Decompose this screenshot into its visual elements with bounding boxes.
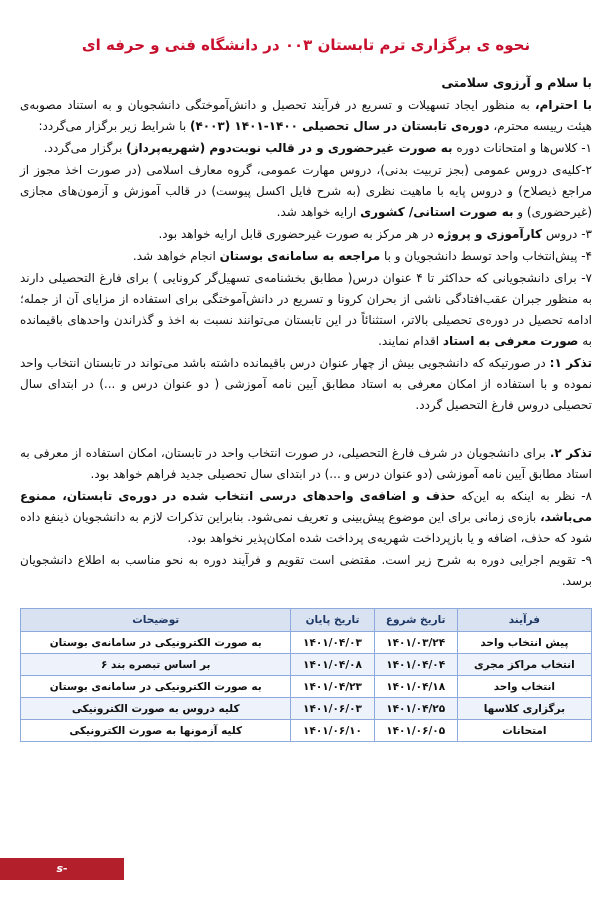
item-9: ۹- تقویم اجرایی دوره به شرح زیر است. مقتضی است تقویم و فرآیند دوره به نحو مناسب به اطلاع دانشجویان برسد. <box>20 553 592 588</box>
site-watermark: s-safadasht.tvu.ac.ir <box>0 858 124 880</box>
cell-start: ۱۴۰۱/۰۶/۰۵ <box>374 720 457 742</box>
item-1-bold: به صورت غیرحضوری و در قالب نوبت‌دوم (شهریه‌پرداز) <box>126 141 453 155</box>
item-3-text: ۳- دروس <box>542 227 592 241</box>
cell-process: انتخاب مراکز مجری <box>457 654 591 676</box>
header-end-date: تاریخ پایان <box>291 609 374 632</box>
cell-start: ۱۴۰۱/۰۴/۱۸ <box>374 676 457 698</box>
item-2 <box>20 160 592 223</box>
cell-end: ۱۴۰۱/۰۴/۲۳ <box>291 676 374 698</box>
cell-start: ۱۴۰۱/۰۴/۲۵ <box>374 698 457 720</box>
item-3-end: در هر مرکز به صورت غیرحضوری قابل ارایه خواهد بود. <box>158 227 438 241</box>
item-7-text: ۷- برای دانشجویانی که حداکثر تا ۴ عنوان درس( مطابق بخشنامه‌ی تسهیل‌گر کرونایی ) برای فارغ التحصیلی دارند به منظور جبران عقب‌افتادگی ناشی از بحران کرونا و تسریع در دانش‌آموختگی برای استفاده از مزایای آن از جمله؛ ادامه تحصیل در دوره‌ی تحصیلی بالاتر، استثنائاً در این تابستان می‌توانند نسبت به اخذ و گذراندن واحدهای باقیمانده به <box>20 271 592 348</box>
note-1-label: تذکر ۱: <box>549 356 593 370</box>
document-title: نحوه ی برگزاری ترم تابستان ۰۰۳ در دانشگاه فنی و حرفه ای <box>81 36 531 54</box>
item-8 <box>20 486 592 549</box>
item-4-text: ۴- پیش‌انتخاب واحد توسط دانشجویان و با <box>380 249 592 263</box>
cell-description: کلیه دروس به صورت الکترونیکی <box>21 698 291 720</box>
cell-start: ۱۴۰۱/۰۴/۰۴ <box>374 654 457 676</box>
cell-process: برگزاری کلاسها <box>457 698 591 720</box>
intro-text-2: با شرایط زیر برگزار می‌گردد: <box>38 119 190 133</box>
item-4-bold: مراجعه به سامانه‌ی بوستان <box>219 249 381 263</box>
header-start-date: تاریخ شروع <box>374 609 457 632</box>
item-4 <box>20 246 592 267</box>
cell-process: پیش انتخاب واحد <box>457 632 591 654</box>
note-2-text: برای دانشجویان در شرف فارغ التحصیلی، در صورت انتخاب واحد در تابستان، امکان استفاده از معرفی به استاد مطابق آیین نامه آموزشی (دو عنوان درس و ...) در ابتدای سال تحصیلی جدید فراهم خواهد بود. <box>20 446 592 481</box>
item-1 <box>20 138 592 159</box>
note-1-text: در صورتیکه که دانشجویی بیش از چهار عنوان درس باقیمانده داشته باشد می‌تواند در تابستان انتخاب واحد نموده و با استفاده از امکان معرفی به استاد مطابق آیین نامه آموزشی ( دو عنوان درس و ...) در ابتدای سال تحصیلی دروس فارغ التحصیل گردد. <box>20 356 592 412</box>
note-1 <box>20 353 592 416</box>
cell-description: به صورت الکترونیکی در سامانه‌ی بوستان <box>21 632 291 654</box>
item-7-bold: صورت معرفی به استاد <box>442 334 579 348</box>
item-2-end: ارایه خواهد شد. <box>276 205 361 219</box>
item-7-end: اقدام نمایند. <box>378 334 443 348</box>
table-header-row <box>21 609 592 632</box>
intro-paragraph <box>20 95 592 137</box>
table-row <box>21 720 592 742</box>
item-8-bold: حذف و اضافه‌ی واحدهای درسی انتخاب شده در دوره‌ی تابستان، ممنوع می‌باشد، <box>20 489 592 524</box>
item-2-bold: به صورت استانی/ کشوری <box>360 205 514 219</box>
table-row <box>21 698 592 720</box>
intro-bold: دوره‌ی تابستان در سال تحصیلی ۱۴۰۰-۱۴۰۱ (۴۰۰۳) <box>189 119 490 133</box>
cell-process: انتخاب واحد <box>457 676 591 698</box>
cell-description: به صورت الکترونیکی در سامانه‌ی بوستان <box>21 676 291 698</box>
cell-description: کلیه آزمونها به صورت الکترونیکی <box>21 720 291 742</box>
item-4-end: انجام خواهد شد. <box>132 249 220 263</box>
table-row <box>21 676 592 698</box>
cell-process: امتحانات <box>457 720 591 742</box>
intro-lead: با احترام، <box>534 98 593 112</box>
cell-end: ۱۴۰۱/۰۴/۰۳ <box>291 632 374 654</box>
item-1-end: برگزار می‌گردد. <box>43 141 127 155</box>
item-3 <box>20 224 592 245</box>
item-2-text: ۲-کلیه‌ی دروس عمومی (بجز تربیت بدنی)، دروس مهارت عمومی، گروه معارف اسلامی (در صورت اخذ مجوز از مراجع ذیصلاح) و دروس پایه با ماهیت نظری (به شرح فایل اکسل پیوست) در قالب آموزش و آزمون‌های مجازی (غیرحضوری) و <box>20 163 592 219</box>
item-8-end: بازه‌ی زمانی برای این موضوع پیش‌بینی و تعریف نمی‌شود. بنابراین تذکرات لازم به دانشجویان ذینفع داده شود که حذف، اضافه و یا بازپرداخت شهریه‌ی پرداخت شده امکان‌پذیر نخواهد بود. <box>20 510 592 545</box>
item-7 <box>20 268 592 352</box>
table-row <box>21 632 592 654</box>
item-1-text: ۱- کلاس‌ها و امتحانات دوره <box>452 141 592 155</box>
note-2 <box>20 443 592 485</box>
header-description: توضیحات <box>21 609 291 632</box>
greeting: با سلام و آرزوی سلامتی <box>441 75 592 90</box>
schedule-table <box>20 608 592 742</box>
cell-start: ۱۴۰۱/۰۳/۲۴ <box>374 632 457 654</box>
cell-end: ۱۴۰۱/۰۴/۰۸ <box>291 654 374 676</box>
cell-end: ۱۴۰۱/۰۶/۱۰ <box>291 720 374 742</box>
cell-description: بر اساس تبصره بند ۶ <box>21 654 291 676</box>
note-2-label: تذکر ۲. <box>549 446 592 460</box>
item-3-bold: کارآموزی و پروژه <box>437 227 542 241</box>
header-process: فرآیند <box>457 609 591 632</box>
intro-text-1: به منظور ایجاد تسهیلات و تسریع در فرآیند تحصیل و دانش‌آموختگی دانشجویان و به استناد مصوبه‌ی هیئت رییسه محترم، <box>20 98 592 133</box>
spacer <box>20 417 592 443</box>
cell-end: ۱۴۰۱/۰۶/۰۳ <box>291 698 374 720</box>
document-page <box>20 28 592 742</box>
table-row <box>21 654 592 676</box>
item-8-text: ۸- نظر به اینکه به این‌که <box>455 489 592 503</box>
